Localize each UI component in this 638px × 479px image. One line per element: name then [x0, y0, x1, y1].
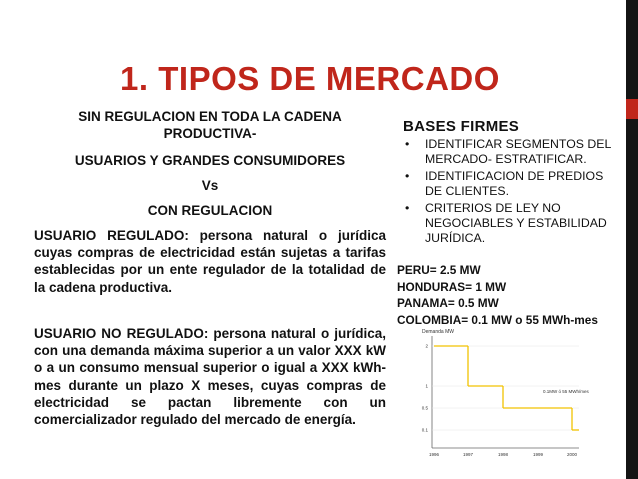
bases-list-item — [403, 137, 623, 168]
usuario-no-regulado-paragraph — [34, 325, 386, 428]
country-cap-colombia: COLOMBIA= 0.1 MW o 55 MWh-mes — [397, 312, 598, 327]
chart-y-tick-label: 1 — [425, 383, 428, 389]
bullet-icon: • — [405, 168, 410, 183]
chart-x-tick-label: 1996 — [428, 452, 440, 457]
country-caps-list — [397, 262, 598, 328]
chart-x-tick-label: 1999 — [532, 452, 544, 457]
country-cap-honduras: HONDURAS= 1 MW — [397, 279, 507, 294]
heading-vs: Vs — [201, 178, 219, 193]
country-cap-panama: PANAMA= 0.5 MW — [397, 296, 499, 310]
usuario-no-regulado-text: persona natural o jurídica, con una demanda máxima superior a un valor XXX kW o a un consumo mensual superior o igual a XXX kWh-mes durante un plazo X meses, cuyas compras de electricidad se pactan libremente con un comercializador regulado del mercado de energía. — [34, 326, 387, 428]
usuario-regulado-paragraph — [34, 227, 386, 296]
chart-y-tick-label: 2 — [425, 343, 428, 349]
chart-x-tick-label: 2000 — [566, 452, 578, 457]
bases-list-item — [403, 201, 623, 247]
chart-y-tick-label: 0.1 — [421, 427, 428, 433]
chart-annotation: 0.1MW ó 55 MWh/mes — [543, 389, 589, 394]
chart-x-tick-label: 1997 — [462, 452, 474, 457]
bases-list-item — [403, 169, 623, 200]
bases-item-text: IDENTIFICACION DE PREDIOS DE CLIENTES. — [425, 168, 604, 199]
usuario-regulado-text: persona natural o jurídica cuyas compras de electricidad están sujetas a tarifas establecidas por un ente regulador de la totalidad de la cadena productiva. — [34, 228, 386, 295]
heading-productiva: PRODUCTIVA- — [163, 126, 257, 141]
bases-firmes-title: BASES FIRMES — [403, 118, 520, 135]
slide-title: 1. TIPOS DE MERCADO — [120, 60, 500, 97]
chart-y-tick-label: 0.5 — [421, 405, 428, 411]
bullet-icon: • — [405, 200, 410, 215]
chart-x-tick-label: 1998 — [497, 452, 509, 457]
demand-threshold-chart — [404, 324, 604, 466]
slide-side-bar — [626, 0, 638, 479]
usuario-regulado-term: USUARIO REGULADO: — [34, 228, 189, 243]
chart-ylabel: Demanda MW — [422, 329, 454, 335]
heading-con-regulacion: CON REGULACION — [147, 203, 273, 218]
slide-side-accent — [626, 99, 638, 119]
country-cap-peru: PERU= 2.5 MW — [397, 263, 481, 277]
bases-item-text: IDENTIFICAR SEGMENTOS DEL MERCADO- ESTRATIFICAR. — [425, 137, 611, 167]
bullet-icon: • — [405, 137, 410, 151]
bases-item-text: CRITERIOS DE LEY NO NEGOCIABLES Y ESTABILIDAD JURÍDICA. — [425, 200, 607, 246]
heading-sin-regulacion: SIN REGULACION EN TODA LA CADENA — [78, 109, 342, 124]
usuario-no-regulado-term: USUARIO NO REGULADO: — [34, 326, 209, 341]
bases-firmes-list — [403, 137, 623, 248]
heading-usuarios-grandes: USUARIOS Y GRANDES CONSUMIDORES — [74, 153, 346, 168]
